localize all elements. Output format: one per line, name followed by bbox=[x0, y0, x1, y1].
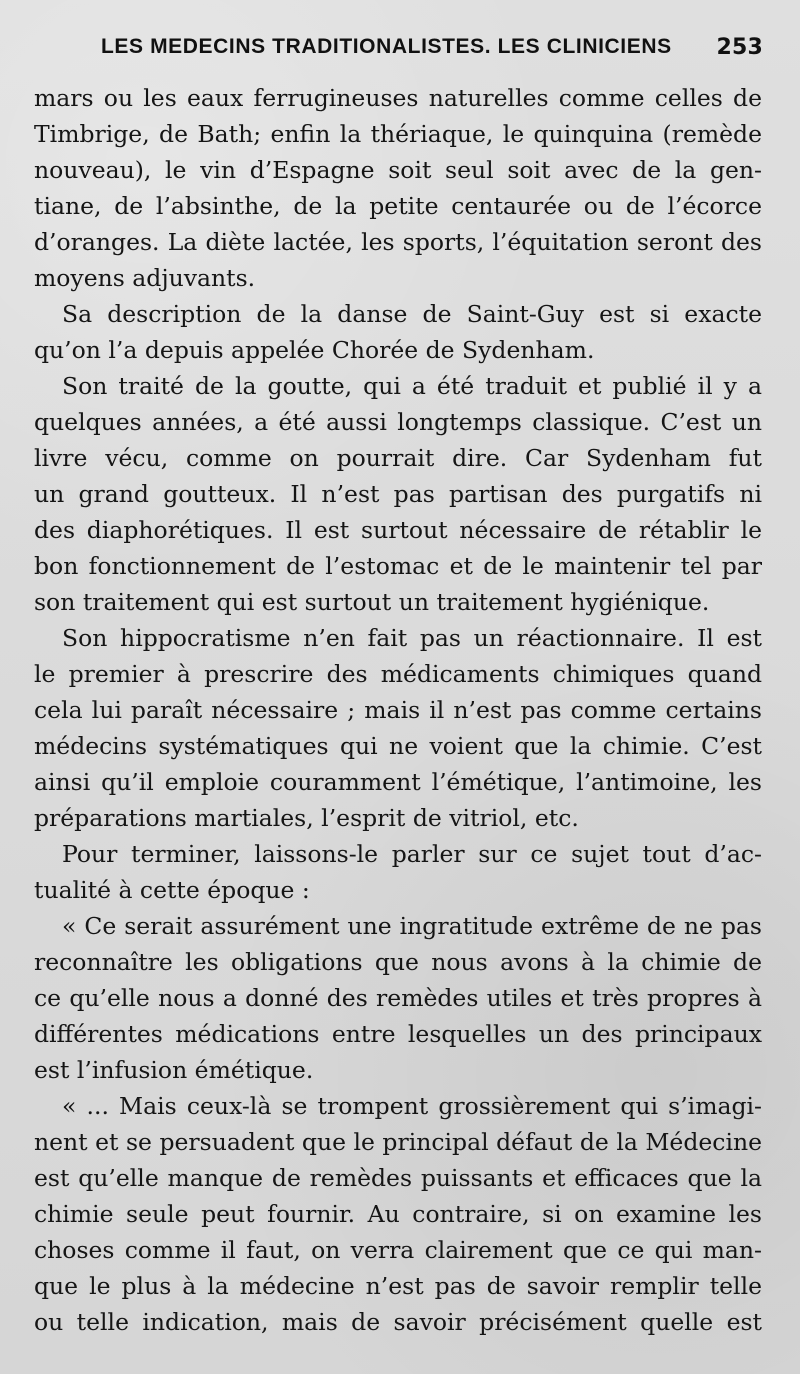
paragraph-first-line: Son hippocratisme n’en fait pas un réactionnaire. Il est bbox=[62, 624, 762, 652]
text-line: nouveau), le vin d’Espagne soit seul soit avec de la gen- bbox=[34, 156, 762, 184]
text-line: nent et se persuadent que le principal défaut de la Médecine bbox=[34, 1128, 762, 1156]
text-line: chimie seule peut fournir. Au contraire, si on examine les bbox=[34, 1200, 762, 1228]
text-line: des diaphorétiques. Il est surtout nécessaire de rétablir le bbox=[34, 516, 762, 544]
text-line: livre vécu, comme on pourrait dire. Car Sydenham fut bbox=[34, 444, 762, 472]
text-line: ainsi qu’il emploie couramment l’émétique, l’antimoine, les bbox=[34, 768, 762, 796]
text-line: qu’on l’a depuis appelée Chorée de Sydenham. bbox=[34, 336, 595, 364]
paragraph-first-line: Sa description de la danse de Saint-Guy est si exacte bbox=[62, 300, 762, 328]
paragraph-first-line: Pour terminer, laissons-le parler sur ce sujet tout d’ac- bbox=[62, 840, 762, 868]
text-line: que le plus à la médecine n’est pas de savoir remplir telle bbox=[34, 1272, 762, 1300]
text-line: mars ou les eaux ferrugineuses naturelles comme celles de bbox=[34, 84, 762, 112]
text-line: un grand goutteux. Il n’est pas partisan des purgatifs ni bbox=[34, 480, 762, 508]
text-line: ou telle indication, mais de savoir précisément quelle est bbox=[34, 1308, 762, 1336]
text-line: différentes médications entre lesquelles un des principaux bbox=[34, 1020, 762, 1048]
chapter-title: LES MEDECINS TRADITIONALISTES. LES CLINICIENS bbox=[101, 35, 672, 58]
text-line: choses comme il faut, on verra clairement que ce qui man- bbox=[34, 1236, 762, 1264]
text-line: tualité à cette époque : bbox=[34, 876, 310, 904]
text-line: médecins systématiques qui ne voient que la chimie. C’est bbox=[34, 732, 762, 760]
text-line: reconnaître les obligations que nous avons à la chimie de bbox=[34, 948, 762, 976]
text-line: est qu’elle manque de remèdes puissants et efficaces que la bbox=[34, 1164, 762, 1192]
text-line: est l’infusion émétique. bbox=[34, 1056, 314, 1084]
text-line: ce qu’elle nous a donné des remèdes utiles et très propres à bbox=[34, 984, 762, 1012]
text-line: d’oranges. La diète lactée, les sports, l’équitation seront des bbox=[34, 228, 762, 256]
page-text bbox=[34, 80, 762, 1340]
text-line: quelques années, a été aussi longtemps classique. C’est un bbox=[34, 408, 762, 436]
text-line: le premier à prescrire des médicaments chimiques quand bbox=[34, 660, 762, 688]
text-line: Timbrige, de Bath; enfin la thériaque, le quinquina (remède bbox=[34, 120, 762, 148]
text-line: son traitement qui est surtout un traitement hygiénique. bbox=[34, 588, 710, 616]
page-number: 253 bbox=[716, 34, 763, 60]
quotation-first-line: « Ce serait assurément une ingratitude extrême de ne pas bbox=[62, 912, 762, 940]
text-line: bon fonctionnement de l’estomac et de le maintenir tel par bbox=[34, 552, 762, 580]
text-line: préparations martiales, l’esprit de vitriol, etc. bbox=[34, 804, 579, 832]
paragraph-first-line: Son traité de la goutte, qui a été traduit et publié il y a bbox=[62, 372, 762, 400]
quotation-first-line: « ... Mais ceux-là se trompent grossièrement qui s’imagi- bbox=[62, 1092, 762, 1120]
text-line: tiane, de l’absinthe, de la petite centaurée ou de l’écorce bbox=[34, 192, 762, 220]
text-line: moyens adjuvants. bbox=[34, 264, 256, 292]
running-header bbox=[101, 29, 763, 65]
text-line: cela lui paraît nécessaire ; mais il n’est pas comme certains bbox=[34, 696, 762, 724]
